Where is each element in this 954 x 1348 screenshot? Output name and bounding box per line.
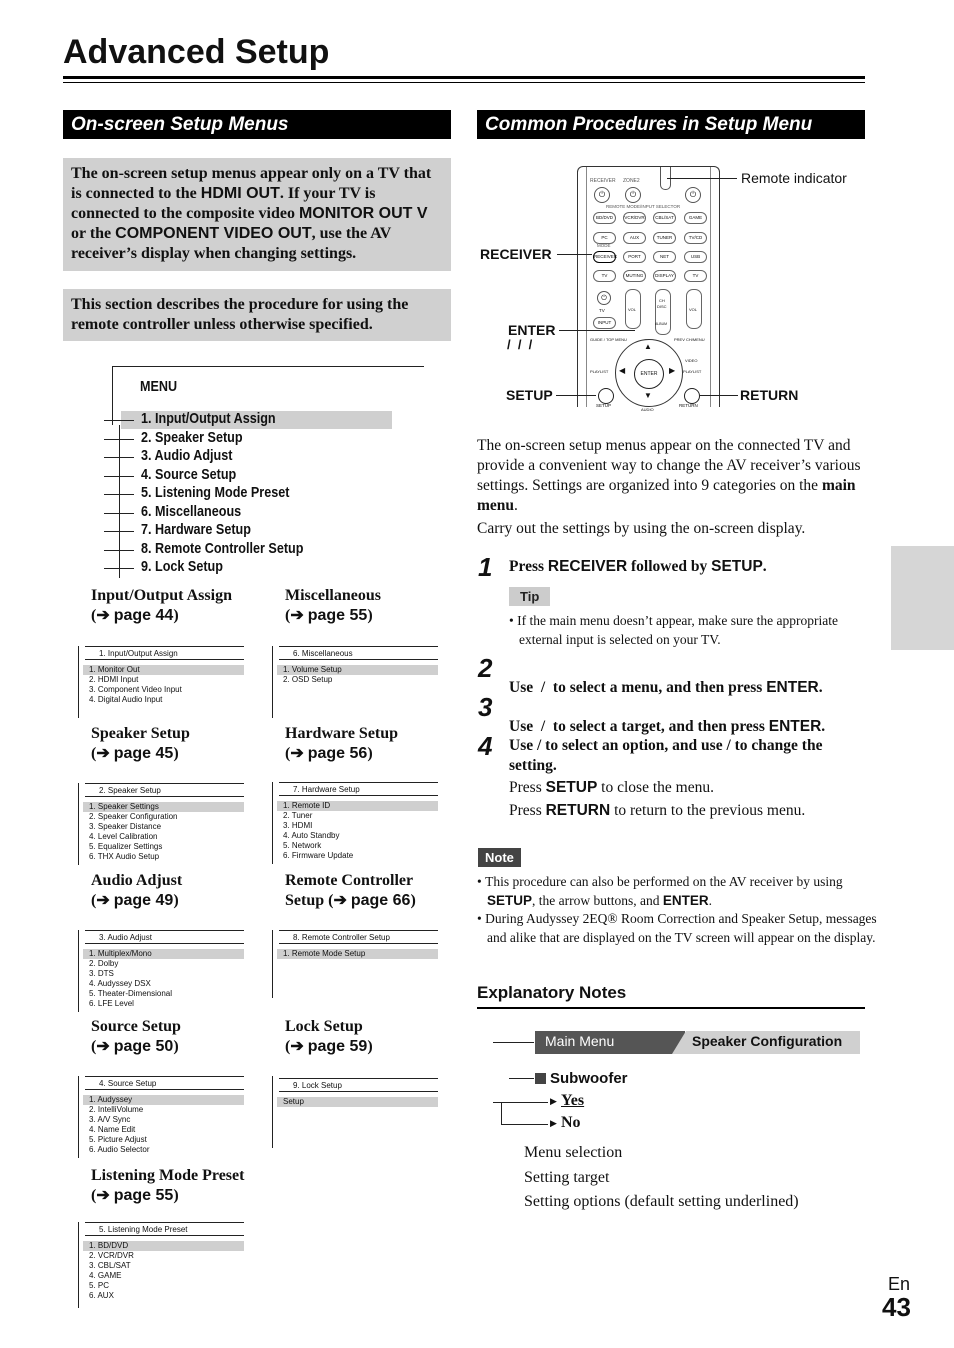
mode-label: MODE — [597, 243, 611, 248]
mini-row: 1. Volume Setup — [277, 665, 438, 675]
title-rule — [63, 76, 865, 79]
page-title: Advanced Setup — [63, 33, 330, 71]
small-label: VIDEO — [685, 358, 698, 363]
mini-row: 6. Audio Selector — [89, 1145, 150, 1154]
option: No — [561, 1114, 581, 1131]
submenu-heading-hardware: Hardware Setup (➔ page 56) — [285, 725, 399, 762]
enter-label: ENTER — [508, 322, 556, 338]
receiver-label: RECEIVER — [480, 246, 552, 262]
menu-tree-trunk — [119, 425, 120, 578]
remote-button: AUX — [623, 232, 646, 244]
tip-bullet: • If the main menu doesn’t appear, make sure the appropriate external input is selected on your TV. — [509, 613, 838, 647]
section-title-onscreen: On-screen Setup Menus — [63, 110, 451, 139]
mini-screen-io — [78, 646, 244, 718]
remote-top-label: ZONE2 — [623, 178, 640, 184]
mini-row: 5. Equalizer Settings — [89, 842, 163, 851]
menu-bar-main: Main Menu — [545, 1033, 615, 1049]
menu-tick — [104, 420, 134, 421]
menu-item-8: 8. Remote Controller Setup — [141, 540, 304, 557]
triangle-icon: ▶ — [550, 1118, 557, 1128]
selector-label: REMOTE MODE/INPUT SELECTOR — [606, 204, 681, 209]
mini-screen-title: 8. Remote Controller Setup — [279, 930, 438, 944]
small-label: AUDIO — [641, 407, 654, 412]
mini-row: 5. Picture Adjust — [89, 1135, 147, 1144]
mini-row: 1. Speaker Settings — [83, 802, 244, 812]
setup-label: SETUP — [506, 387, 553, 403]
remote-indicator-label: Remote indicator — [741, 170, 847, 186]
arrow-left-icon: ◀ — [619, 366, 626, 375]
mini-row: 6. AUX — [89, 1291, 114, 1300]
step-4-close: Press SETUP to close the menu. — [509, 779, 714, 796]
legend-target: Setting target — [524, 1169, 610, 1186]
menu-tick — [104, 476, 134, 477]
remote-note-box: This section describes the procedure for using the remote controller unless otherwise specified. — [63, 289, 451, 341]
mini-row: 5. Theater-Dimensional — [89, 989, 173, 998]
step-1-text: Press RECEIVER followed by SETUP. — [509, 558, 767, 575]
mini-screen-title: 4. Source Setup — [85, 1076, 244, 1090]
mini-row: 3. HDMI — [283, 821, 313, 830]
mini-row: 2. IntelliVolume — [89, 1105, 144, 1114]
remote-button: INPUT — [593, 317, 616, 329]
section-title-common: Common Procedures in Setup Menu — [477, 110, 865, 139]
mini-row: 1. Monitor Out — [83, 665, 244, 675]
menu-item-6: 6. Miscellaneous — [141, 503, 242, 520]
step-number: 4 — [478, 731, 493, 761]
mini-row: 3. Speaker Distance — [89, 822, 162, 831]
mini-row: 4. Digital Audio Input — [89, 695, 163, 704]
remote-button: MUTING — [623, 270, 646, 282]
menu-tick — [104, 513, 134, 514]
intro-paragraph: The on-screen setup menus appear on the connected TV and provide a convenient way to change the AV receiver’s various settings. Settings are organized into 9 categories on the main menu. — [477, 437, 861, 514]
small-label: CH — [659, 298, 665, 303]
mini-screen-speaker — [78, 783, 244, 865]
step-number: 3 — [478, 692, 493, 722]
menu-tick — [104, 439, 134, 440]
mini-row: 3. CBL/SAT — [89, 1261, 131, 1270]
menu-tick — [104, 494, 134, 495]
mini-row: 2. Speaker Configuration — [89, 812, 178, 821]
mini-screen-source — [78, 1076, 244, 1158]
bracket-line — [493, 1102, 501, 1103]
small-label: RETURN — [679, 403, 698, 408]
remote-button: BD/DVD — [593, 212, 616, 224]
bracket-line — [501, 1102, 548, 1103]
menu-item-1: 1. Input/Output Assign — [141, 410, 276, 427]
mini-screen-lock — [272, 1076, 438, 1148]
mini-row: 5. PC — [89, 1281, 110, 1290]
mini-screen-hardware — [272, 782, 438, 864]
intro-paragraph-2: Carry out the settings by using the on-screen display. — [477, 520, 806, 537]
title-rule-thin — [63, 82, 865, 83]
tip-label: Tip — [509, 587, 550, 606]
legend-menu: Menu selection — [524, 1144, 623, 1161]
remote-button: DISPLAY — [653, 270, 676, 282]
legend-options: Setting options (default setting underlined) — [524, 1193, 799, 1210]
mini-screen-title: 1. Input/Output Assign — [85, 646, 244, 660]
mini-row: 3. DTS — [89, 969, 114, 978]
page-number: 43 — [882, 1292, 911, 1322]
mini-row: 4. GAME — [89, 1271, 122, 1280]
mini-screen-misc — [272, 646, 438, 718]
mini-row: 4. Level Calibration — [89, 832, 158, 841]
mini-row: 4. Name Edit — [89, 1125, 136, 1134]
note-label: Note — [478, 848, 521, 867]
small-label: VOL — [689, 307, 698, 312]
mini-row: Setup — [277, 1097, 438, 1107]
menu-tick — [104, 457, 134, 458]
mini-row: 2. Dolby — [89, 959, 119, 968]
callout-line — [557, 254, 592, 255]
menu-bar-target: Speaker Configuration — [692, 1033, 843, 1049]
mini-screen-listening — [78, 1222, 244, 1308]
remote-button: TV/CD — [684, 232, 707, 244]
mini-row: 6. Firmware Update — [283, 851, 354, 860]
arrow-right-icon: ▶ — [669, 366, 676, 375]
mini-row: 4. Audyssey DSX — [89, 979, 151, 988]
small-label: SETUP — [596, 403, 612, 408]
menu-frame-left — [112, 366, 113, 425]
menu-item-4: 4. Source Setup — [141, 466, 237, 483]
arrow-up-icon: ▲ — [644, 342, 652, 351]
remote-button: GAME — [684, 212, 707, 224]
step-2-text: Use / to select a menu, and then press ENTER. — [509, 679, 823, 696]
menu-tick — [104, 568, 134, 569]
bracket-line — [501, 1124, 548, 1125]
remote-button: TV — [684, 270, 707, 282]
callout-line — [556, 395, 596, 396]
submenu-heading-speaker: Speaker Setup (➔ page 45) — [91, 725, 190, 762]
return-button — [684, 388, 700, 404]
pointer-line — [509, 1078, 534, 1079]
remote-button: USB — [684, 251, 707, 263]
small-label: PREV CH/MENU — [674, 337, 705, 342]
step-number: 2 — [478, 653, 493, 683]
menu-label: MENU — [140, 378, 178, 395]
mini-row: 2. VCR/DVR — [89, 1251, 134, 1260]
arrow-down-icon: ▼ — [644, 391, 652, 400]
hdmi-note-box: The on-screen setup menus appear only on a TV that is connected to the HDMI OUT. If your TV is connected to the composite video MONITOR OUT V or the COMPONENT VIDEO OUT, use the AV receiver’s display when changing settings. — [63, 158, 451, 271]
menu-item-2: 2. Speaker Setup — [141, 429, 243, 446]
setting-target: Subwoofer — [550, 1070, 628, 1087]
step-3-text: Use / to select a target, and then press ENTER. — [509, 718, 826, 735]
option-default: Yes — [561, 1092, 585, 1109]
explanatory-rule — [477, 1007, 865, 1009]
remote-button: TV — [593, 270, 616, 282]
mini-row: 2. HDMI Input — [89, 675, 139, 684]
submenu-heading-remote: Remote Controller Setup (➔ page 66) — [285, 872, 416, 909]
menu-item-5: 5. Listening Mode Preset — [141, 484, 290, 501]
mini-screen-title: 6. Miscellaneous — [279, 646, 438, 660]
mini-row: 3. A/V Sync — [89, 1115, 131, 1124]
menu-tick — [104, 531, 134, 532]
callout-line — [700, 395, 738, 396]
power-icon: ⏻ — [594, 187, 610, 203]
language-label: En — [888, 1274, 911, 1294]
small-label: VOL — [628, 307, 637, 312]
note-1: • This procedure can also be performed on the AV receiver by using SETUP, the arrow buttons, and ENTER. — [477, 874, 843, 908]
callout-line — [667, 178, 737, 179]
pointer-line — [493, 1042, 534, 1043]
submenu-heading-source: Source Setup (➔ page 50) — [91, 1018, 181, 1055]
step-4-text: Use / to select an option, and use / to change the setting. — [509, 737, 823, 774]
remote-button: CBL/SAT — [653, 212, 676, 224]
remote-button: PORT — [623, 251, 646, 263]
remote-receiver-button: RECEIVER — [593, 251, 616, 263]
explanatory-title: Explanatory Notes — [477, 983, 627, 1002]
mini-row: 6. LFE Level — [89, 999, 134, 1008]
mini-row: 2. OSD Setup — [283, 675, 333, 684]
return-label: RETURN — [740, 387, 799, 403]
mini-screen-title: 3. Audio Adjust — [85, 930, 244, 944]
small-label: TV — [599, 308, 605, 313]
small-label: PLAYLIST — [683, 369, 702, 374]
small-label: GUIDE / TOP MENU — [590, 337, 627, 342]
note-2: • During Audyssey 2EQ® Room Correction and Speaker Setup, messages and alike that are displayed on the TV screen will appear on the display. — [477, 911, 877, 945]
small-label: DISC — [657, 304, 667, 309]
power-icon: ⏻ — [625, 187, 641, 203]
menu-item-3: 3. Audio Adjust — [141, 447, 233, 464]
remote-button: VCR/DVR — [623, 212, 646, 224]
remote-button: TUNER — [653, 232, 676, 244]
callout-line — [559, 330, 635, 331]
remote-illustration — [577, 166, 720, 412]
square-bullet-icon — [535, 1073, 546, 1084]
step-number: 1 — [478, 552, 493, 582]
mini-screen-title: 9. Lock Setup — [279, 1078, 438, 1092]
mini-row: 2. Tuner — [283, 811, 313, 820]
mini-screen-title: 5. Listening Mode Preset — [85, 1222, 244, 1236]
submenu-heading-listening: Listening Mode Preset (➔ page 55) — [91, 1167, 245, 1204]
channel-rocker — [655, 289, 671, 335]
menu-tick — [104, 550, 134, 551]
submenu-heading-misc: Miscellaneous (➔ page 55) — [285, 587, 381, 624]
mini-row: 5. Network — [283, 841, 322, 850]
triangle-icon: ▶ — [550, 1096, 557, 1106]
mini-row: 1. Remote ID — [277, 801, 438, 811]
submenu-heading-lock: Lock Setup (➔ page 59) — [285, 1018, 373, 1055]
mini-row: 6. THX Audio Setup — [89, 852, 160, 861]
setup-button — [598, 388, 614, 404]
enter-button: ENTER — [634, 359, 664, 389]
remote-button: PC — [593, 232, 616, 244]
small-label: PLAYLIST — [590, 369, 609, 374]
side-tab — [891, 546, 954, 650]
menu-item-9: 9. Lock Setup — [141, 558, 223, 575]
mini-screen-title: 7. Hardware Setup — [279, 782, 438, 796]
mini-screen-remote — [272, 930, 438, 998]
submenu-heading-io: Input/Output Assign (➔ page 44) — [91, 587, 232, 624]
step-4-return: Press RETURN to return to the previous menu. — [509, 802, 806, 819]
mini-row: 3. Component Video Input — [89, 685, 182, 694]
bracket-line — [501, 1102, 502, 1124]
mini-screen-title: 2. Speaker Setup — [85, 783, 244, 797]
power-icon: ⏻ — [685, 187, 701, 203]
menu-item-7: 7. Hardware Setup — [141, 521, 251, 538]
power-icon: ⏻ — [597, 291, 611, 305]
remote-top-label: RECEIVER — [590, 178, 616, 184]
mini-row: 1. Audyssey — [83, 1095, 244, 1105]
mini-screen-audio — [78, 930, 244, 1012]
mini-row: 4. Auto Standby — [283, 831, 340, 840]
mini-row: 1. Multiplex/Mono — [83, 949, 244, 959]
remote-button: NET — [653, 251, 676, 263]
mini-row: 1. Remote Mode Setup — [277, 949, 438, 959]
small-label: ALBUM — [655, 322, 668, 326]
arrow-keys-label: / / / — [507, 337, 533, 352]
menu-frame-top — [112, 366, 424, 367]
mini-row: 1. BD/DVD — [83, 1241, 244, 1251]
submenu-heading-audio: Audio Adjust (➔ page 49) — [91, 872, 183, 909]
